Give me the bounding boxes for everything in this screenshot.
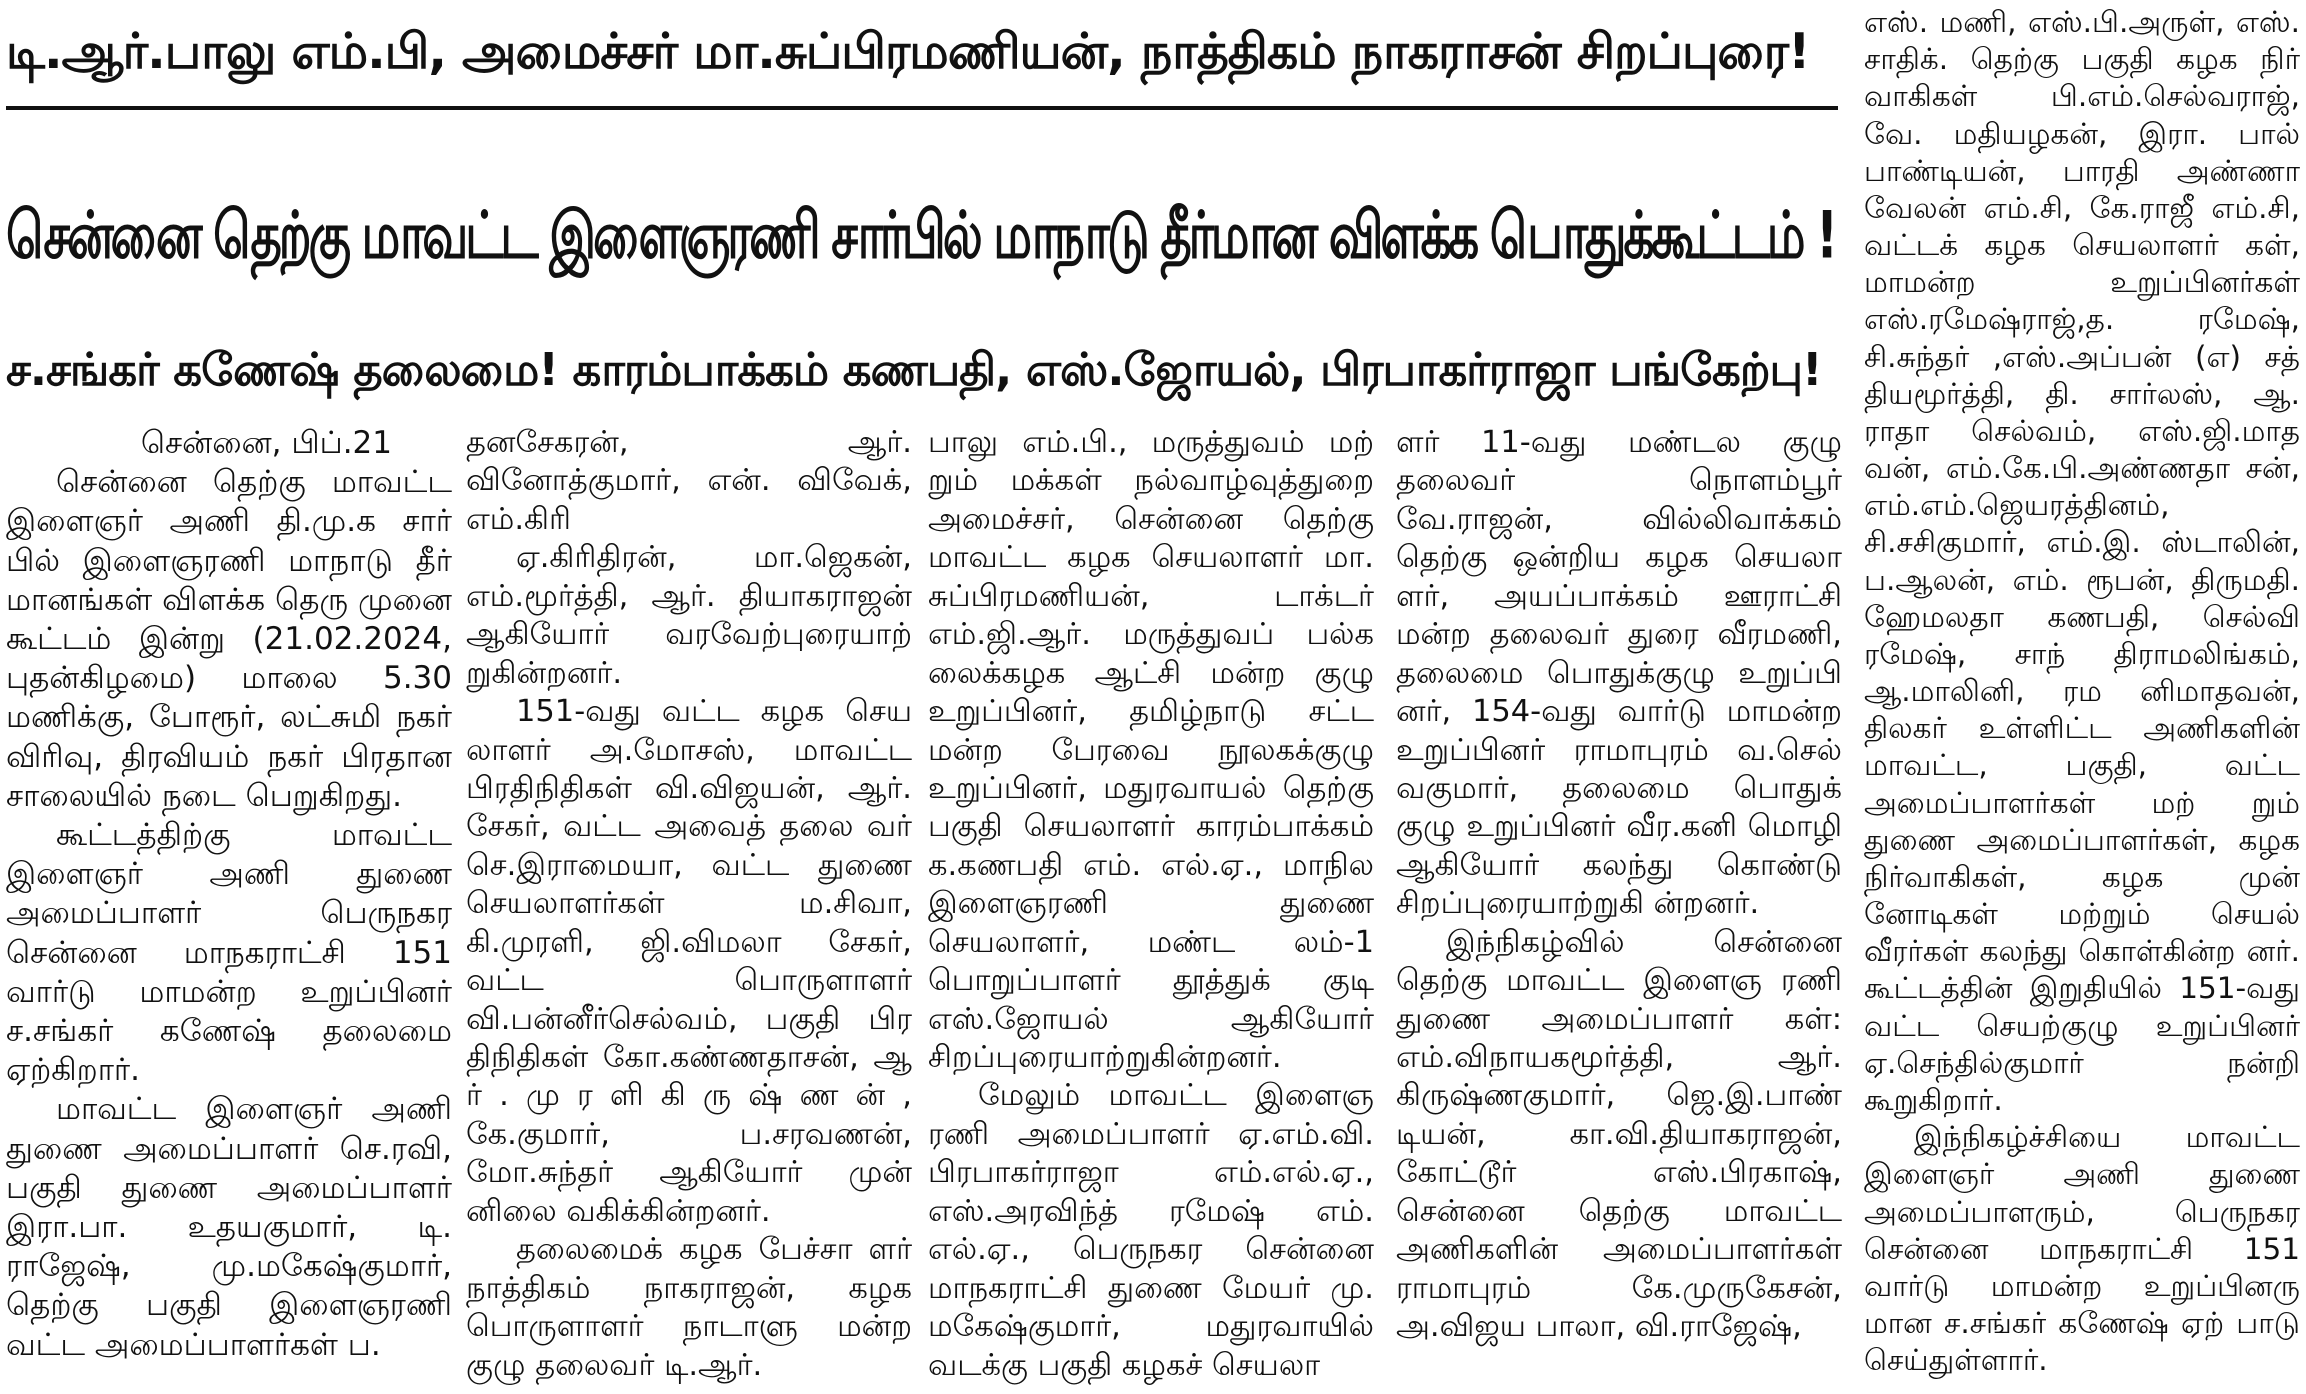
paragraph: இந்நிகழ்ச்சியை மாவட்ட இளைஞர் அணி துணை அமைப்பாளரும், பெருநகர சென்னை மாநகராட்சி 151 வார்டு மாமன்ற உறுப்பினரு மான ச.சங்கர் கணேஷ் ஏற் பாடு செய்துள்ளார். [1864, 1120, 2300, 1378]
paragraph: தனசேகரன், ஆர். வினோத்குமார், என். விவேக், எம்.கிரி [466, 425, 912, 537]
paragraph: மாவட்ட இளைஞர் அணி துணை அமைப்பாளர் செ.ரவி, பகுதி துணை அமைப்பாளர் இரா.பா. உதயகுமார், டி. ராஜேஷ், மு.மகேஷ்குமார், தெற்கு பகுதி இளைஞரணி வட்ட அமைப்பாளர்கள் ப. [6, 1091, 452, 1363]
sub-headline: ச.சங்கர் கணேஷ் தலைமை! காரம்பாக்கம் கணபதி, எஸ்.ஜோயல், பிரபாகர்ராஜா பங்கேற்பு! [6, 343, 1822, 396]
paragraph: கூட்டத்திற்கு மாவட்ட இளைஞர் அணி துணை அமைப்பாளர் பெருநகர சென்னை மாநகராட்சி 151 வார்டு மாமன்ற உறுப்பினர் ச.சங்கர் கணேஷ் தலைமை ஏற்கிறார். [6, 817, 452, 1089]
paragraph: ஏ.கிரிதிரன், மா.ஜெகன், எம்.மூர்த்தி, ஆர். தியாகராஜன் ஆகியோர் வரவேற்புரையாற் றுகின்றனர். [466, 540, 912, 691]
paragraph: தலைமைக் கழக பேச்சா ளர் நாத்திகம் நாகராஜன், கழக பொருளாளர் நாடாளு மன்ற குழு தலைவர் டி.ஆர். [466, 1232, 912, 1383]
paragraph: 151-வது வட்ட கழக செய லாளர் அ.மோசஸ், மாவட்ட பிரதிநிதிகள் வி.விஜயன், ஆர். சேகர், வட்ட அவைத் தலை வர் செ.இராமையா, வட்ட துணை செயலாளர்கள் ம.சிவா, கி.முரளி, ஜி.விமலா சேகர், வட்ட பொருளாளர் வி.பன்னீர்செல்வம், பகுதி பிர திநிதிகள் கோ.கண்ணதாசன், ஆ ர் . மு ர ளி கி ரு ஷ் ண ன் , கே.குமார், ப.சரவணன், மோ.சுந்தர் ஆகியோர் முன் னிலை வகிக்கின்றனர். [466, 694, 912, 1229]
article-column-1 [6, 424, 452, 1390]
paragraph: இந்நிகழ்வில் சென்னை தெற்கு மாவட்ட இளைஞ ரணி துணை அமைப்பாளர் கள்: எம்.விநாயகமூர்த்தி, ஆர். கிருஷ்ணகுமார், ஜெ.இ.பாண் டியன், கா.வி.தியாகராஜன், கோட்டூர் எஸ்.பிரகாஷ், சென்னை தெற்கு மாவட்ட அணிகளின் அமைப்பாளர்கள் ராமாபுரம் கே.முருகேசன், அ.விஜய பாலா, வி.ராஜேஷ், [1396, 924, 1842, 1345]
divider-rule [6, 106, 1838, 110]
paragraph: ளர் 11-வது மண்டல குழு தலைவர் நொளம்பூர் வே.ராஜன், வில்லிவாக்கம் தெற்கு ஒன்றிய கழக செயலா ளர், அயப்பாக்கம் ஊராட்சி மன்ற தலைவர் துரை வீரமணி, தலைமை பொதுக்குழு உறுப்பி னர், 154-வது வார்டு மாமன்ற உறுப்பினர் ராமாபுரம் வ.செல் வகுமார், தலைமை பொதுக் குழு உறுப்பினர் வீர.கனி மொழி ஆகியோர் கலந்து கொண்டு சிறப்புரையாற்றுகி ன்றனர். [1396, 425, 1842, 922]
article-column-3 [928, 424, 1374, 1390]
paragraph: பாலு எம்.பி., மருத்துவம் மற் றும் மக்கள் நல்வாழ்வுத்துறை அமைச்சர், சென்னை தெற்கு மாவட்ட கழக செயலாளர் மா. சுப்பிரமணியன், டாக்டர் எம்.ஜி.ஆர். மருத்துவப் பல்க லைக்கழக ஆட்சி மன்ற குழு உறுப்பினர், தமிழ்நாடு சட்ட மன்ற பேரவை நூலகக்குழு உறுப்பினர், மதுரவாயல் தெற்கு பகுதி செயலாளர் காரம்பாக்கம் க.கணபதி எம். எல்.ஏ., மாநில இளைஞரணி துணை செயலாளர், மண்ட லம்-1 பொறுப்பாளர் தூத்துக் குடி எஸ்.ஜோயல் ஆகியோர் சிறப்புரையாற்றுகின்றனர். [928, 425, 1374, 1075]
dateline: சென்னை, பிப்.21 [140, 425, 392, 461]
article-column-5 [1864, 4, 2300, 1390]
paragraph: எஸ். மணி, எஸ்.பி.அருள், எஸ். சாதிக். தெற்கு பகுதி கழக நிர் வாகிகள் பி.எம்.செல்வராஜ், வே. மதியழகன், இரா. பால் பாண்டியன், பாரதி அண்ணா வேலன் எம்.சி, கே.ராஜீ எம்.சி, வட்டக் கழக செயலாளர் கள், மாமன்ற உறுப்பினர்கள் எஸ்.ரமேஷ்ராஜ்,த. ரமேஷ், சி.சுந்தர் ,எஸ்.அப்பன் (எ) சத் தியமூர்த்தி, தி. சார்லஸ், ஆ. ராதா செல்வம், எஸ்.ஜி.மாத வன், எம்.கே.பி.அண்ணதா சன், எம்.எம்.ஜெயரத்தினம், சி.சசிகுமார், எம்.இ. ஸ்டாலின், ப.ஆலன், எம். ரூபன், திருமதி. ஹேமலதா கணபதி, செல்வி ரமேஷ், சாந் திராமலிங்கம், ஆ.மாலினி, ரம னிமாதவன், திலகர் உள்ளிட்ட அணிகளின் மாவட்ட, பகுதி, வட்ட அமைப்பாளர்கள் மற் றும் துணை அமைப்பாளர்கள், கழக நிர்வாகிகள், கழக முன் னோடிகள் மற்றும் செயல் வீரர்கள் கலந்து கொள்கின்ற னர். கூட்டத்தின் இறுதியில் 151-வது வட்ட செயற்குழு உறுப்பினர் ஏ.செந்தில்குமார் நன்றி கூறுகிறார். [1864, 5, 2300, 1117]
article-column-4 [1396, 424, 1842, 1390]
paragraph: சென்னை தெற்கு மாவட்ட இளைஞர் அணி தி.மு.க சார் பில் இளைஞரணி மாநாடு தீர் மானங்கள் விளக்க தெரு முனை கூட்டம் இன்று (21.02.2024, புதன்கிழமை) மாலை 5.30 மணிக்கு, போரூர், லட்சுமி நகர் விரிவு, திரவியம் நகர் பிரதான சாலையில் நடை பெறுகிறது. [6, 464, 452, 814]
article-column-2 [466, 424, 912, 1390]
kicker-headline: டி.ஆர்.பாலு எம்.பி, அமைச்சர் மா.சுப்பிரமணியன், நாத்திகம் நாகராசன் சிறப்புரை! [6, 23, 1810, 80]
main-headline: சென்னை தெற்கு மாவட்ட இளைஞரணி சார்பில் மாநாடு தீர்மான விளக்க பொதுக்கூட்டம் ! [6, 198, 1835, 274]
paragraph: மேலும் மாவட்ட இளைஞ ரணி அமைப்பாளர் ஏ.எம்.வி. பிரபாகர்ராஜா எம்.எல்.ஏ., எஸ்.அரவிந்த் ரமேஷ் எம். எல்.ஏ., பெருநகர சென்னை மாநகராட்சி துணை மேயர் மு. மகேஷ்குமார், மதுரவாயில் வடக்கு பகுதி கழகச் செயலா [928, 1078, 1374, 1383]
